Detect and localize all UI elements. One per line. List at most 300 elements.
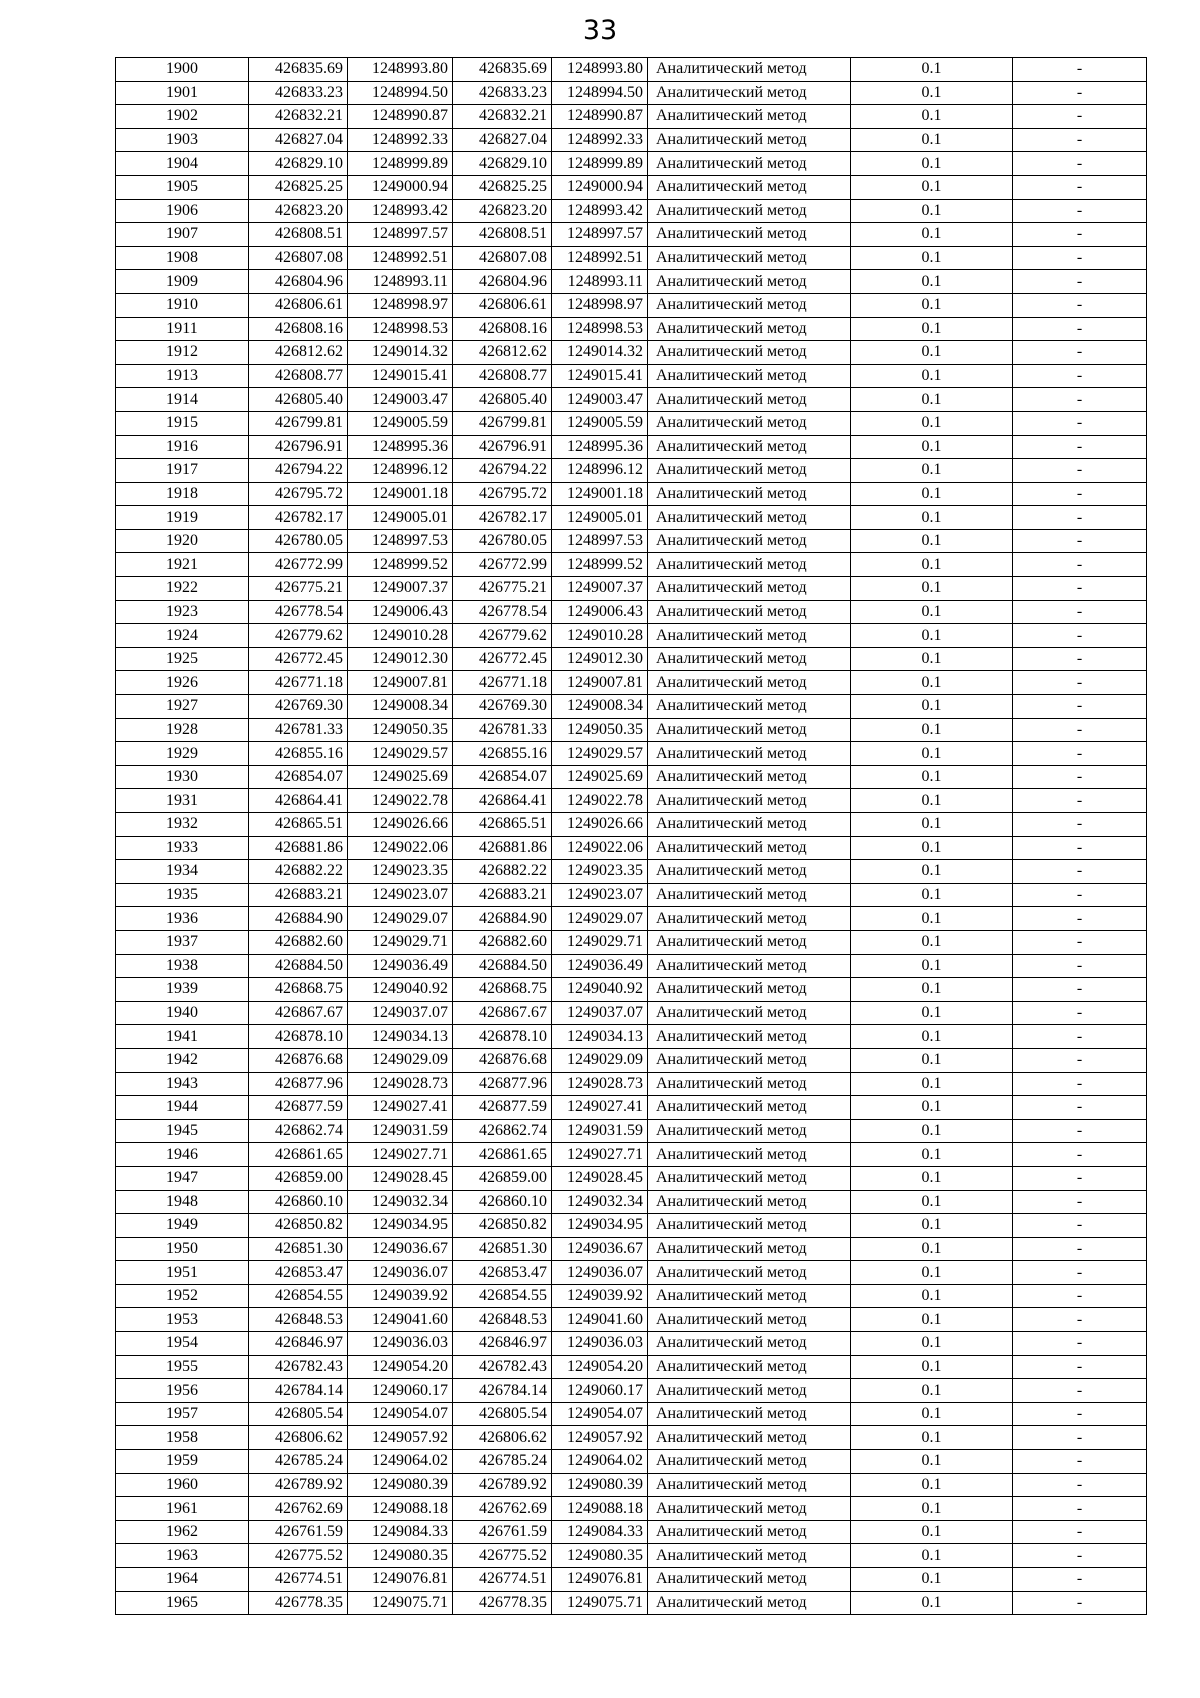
table-row [116, 1544, 1147, 1568]
x-new-cell: 426805.54 [453, 1402, 552, 1426]
table-row [116, 765, 1147, 789]
x-new-cell: 426867.67 [453, 1001, 552, 1025]
x-old-cell: 426805.54 [249, 1402, 348, 1426]
table-row [116, 105, 1147, 129]
y-new-cell: 1249080.35 [552, 1544, 648, 1568]
x-old-cell: 426812.62 [249, 341, 348, 365]
x-new-cell: 426772.45 [453, 647, 552, 671]
y-new-cell: 1248993.42 [552, 199, 648, 223]
precision-cell: 0.1 [851, 1402, 1013, 1426]
x-new-cell: 426862.74 [453, 1119, 552, 1143]
table-row [116, 317, 1147, 341]
y-new-cell: 1249029.09 [552, 1048, 648, 1072]
method-cell: Аналитический метод [648, 1402, 851, 1426]
method-cell: Аналитический метод [648, 58, 851, 82]
y-new-cell: 1249014.32 [552, 341, 648, 365]
note-cell: - [1013, 435, 1147, 459]
y-old-cell: 1248993.11 [348, 270, 453, 294]
method-cell: Аналитический метод [648, 1332, 851, 1356]
y-new-cell: 1249041.60 [552, 1308, 648, 1332]
point-number-cell: 1911 [116, 317, 249, 341]
y-old-cell: 1249054.20 [348, 1355, 453, 1379]
precision-cell: 0.1 [851, 199, 1013, 223]
note-cell: - [1013, 1048, 1147, 1072]
point-number-cell: 1940 [116, 1001, 249, 1025]
x-new-cell: 426854.55 [453, 1284, 552, 1308]
point-number-cell: 1910 [116, 293, 249, 317]
precision-cell: 0.1 [851, 647, 1013, 671]
point-number-cell: 1941 [116, 1025, 249, 1049]
table-row [116, 1166, 1147, 1190]
precision-cell: 0.1 [851, 577, 1013, 601]
y-new-cell: 1249031.59 [552, 1119, 648, 1143]
y-new-cell: 1248998.97 [552, 293, 648, 317]
point-number-cell: 1908 [116, 246, 249, 270]
x-new-cell: 426882.60 [453, 930, 552, 954]
x-new-cell: 426785.24 [453, 1450, 552, 1474]
y-old-cell: 1248992.33 [348, 128, 453, 152]
precision-cell: 0.1 [851, 388, 1013, 412]
y-new-cell: 1249034.13 [552, 1025, 648, 1049]
note-cell: - [1013, 1166, 1147, 1190]
method-cell: Аналитический метод [648, 1520, 851, 1544]
x-old-cell: 426804.96 [249, 270, 348, 294]
x-new-cell: 426761.59 [453, 1520, 552, 1544]
y-new-cell: 1249028.73 [552, 1072, 648, 1096]
method-cell: Аналитический метод [648, 482, 851, 506]
y-new-cell: 1249036.07 [552, 1261, 648, 1285]
precision-cell: 0.1 [851, 341, 1013, 365]
x-new-cell: 426808.77 [453, 364, 552, 388]
y-new-cell: 1249023.07 [552, 883, 648, 907]
x-new-cell: 426829.10 [453, 152, 552, 176]
y-new-cell: 1249015.41 [552, 364, 648, 388]
precision-cell: 0.1 [851, 506, 1013, 530]
x-old-cell: 426807.08 [249, 246, 348, 270]
table-row [116, 1025, 1147, 1049]
precision-cell: 0.1 [851, 270, 1013, 294]
note-cell: - [1013, 624, 1147, 648]
y-old-cell: 1248995.36 [348, 435, 453, 459]
point-number-cell: 1907 [116, 223, 249, 247]
x-new-cell: 426778.35 [453, 1591, 552, 1615]
note-cell: - [1013, 954, 1147, 978]
point-number-cell: 1914 [116, 388, 249, 412]
point-number-cell: 1925 [116, 647, 249, 671]
method-cell: Аналитический метод [648, 199, 851, 223]
y-old-cell: 1249022.06 [348, 836, 453, 860]
method-cell: Аналитический метод [648, 388, 851, 412]
x-new-cell: 426835.69 [453, 58, 552, 82]
x-old-cell: 426785.24 [249, 1450, 348, 1474]
y-old-cell: 1249036.49 [348, 954, 453, 978]
note-cell: - [1013, 1190, 1147, 1214]
x-old-cell: 426862.74 [249, 1119, 348, 1143]
point-number-cell: 1904 [116, 152, 249, 176]
method-cell: Аналитический метод [648, 529, 851, 553]
y-new-cell: 1249008.34 [552, 695, 648, 719]
y-old-cell: 1248998.53 [348, 317, 453, 341]
precision-cell: 0.1 [851, 435, 1013, 459]
note-cell: - [1013, 695, 1147, 719]
note-cell: - [1013, 883, 1147, 907]
point-number-cell: 1920 [116, 529, 249, 553]
point-number-cell: 1938 [116, 954, 249, 978]
precision-cell: 0.1 [851, 1497, 1013, 1521]
x-old-cell: 426805.40 [249, 388, 348, 412]
precision-cell: 0.1 [851, 1473, 1013, 1497]
y-old-cell: 1249012.30 [348, 647, 453, 671]
note-cell: - [1013, 930, 1147, 954]
precision-cell: 0.1 [851, 883, 1013, 907]
table-row [116, 246, 1147, 270]
method-cell: Аналитический метод [648, 81, 851, 105]
x-old-cell: 426846.97 [249, 1332, 348, 1356]
y-old-cell: 1249026.66 [348, 813, 453, 837]
y-new-cell: 1249027.41 [552, 1096, 648, 1120]
point-number-cell: 1946 [116, 1143, 249, 1167]
coordinates-table [115, 57, 1147, 1615]
y-old-cell: 1249023.35 [348, 860, 453, 884]
method-cell: Аналитический метод [648, 293, 851, 317]
x-old-cell: 426854.07 [249, 765, 348, 789]
y-old-cell: 1249064.02 [348, 1450, 453, 1474]
y-old-cell: 1249080.35 [348, 1544, 453, 1568]
x-new-cell: 426804.96 [453, 270, 552, 294]
x-old-cell: 426780.05 [249, 529, 348, 553]
y-old-cell: 1249032.34 [348, 1190, 453, 1214]
y-new-cell: 1248997.53 [552, 529, 648, 553]
precision-cell: 0.1 [851, 1544, 1013, 1568]
table-row [116, 1072, 1147, 1096]
method-cell: Аналитический метод [648, 907, 851, 931]
method-cell: Аналитический метод [648, 1568, 851, 1592]
x-old-cell: 426835.69 [249, 58, 348, 82]
table-row [116, 1355, 1147, 1379]
precision-cell: 0.1 [851, 246, 1013, 270]
x-new-cell: 426855.16 [453, 742, 552, 766]
x-new-cell: 426865.51 [453, 813, 552, 837]
table-row [116, 1497, 1147, 1521]
y-old-cell: 1249088.18 [348, 1497, 453, 1521]
note-cell: - [1013, 789, 1147, 813]
y-old-cell: 1249028.73 [348, 1072, 453, 1096]
y-new-cell: 1249023.35 [552, 860, 648, 884]
point-number-cell: 1917 [116, 459, 249, 483]
table-row [116, 529, 1147, 553]
x-new-cell: 426853.47 [453, 1261, 552, 1285]
table-row [116, 1001, 1147, 1025]
x-new-cell: 426806.61 [453, 293, 552, 317]
precision-cell: 0.1 [851, 742, 1013, 766]
method-cell: Аналитический метод [648, 577, 851, 601]
table-row [116, 293, 1147, 317]
table-row [116, 388, 1147, 412]
x-old-cell: 426771.18 [249, 671, 348, 695]
precision-cell: 0.1 [851, 907, 1013, 931]
y-new-cell: 1249012.30 [552, 647, 648, 671]
point-number-cell: 1958 [116, 1426, 249, 1450]
x-old-cell: 426877.96 [249, 1072, 348, 1096]
note-cell: - [1013, 1308, 1147, 1332]
table-row [116, 1214, 1147, 1238]
y-old-cell: 1249050.35 [348, 718, 453, 742]
note-cell: - [1013, 1214, 1147, 1238]
y-new-cell: 1249006.43 [552, 600, 648, 624]
point-number-cell: 1923 [116, 600, 249, 624]
table-row [116, 1332, 1147, 1356]
method-cell: Аналитический метод [648, 1426, 851, 1450]
y-old-cell: 1248993.80 [348, 58, 453, 82]
y-old-cell: 1249003.47 [348, 388, 453, 412]
table-row [116, 1237, 1147, 1261]
method-cell: Аналитический метод [648, 695, 851, 719]
y-new-cell: 1249022.06 [552, 836, 648, 860]
y-new-cell: 1249005.01 [552, 506, 648, 530]
point-number-cell: 1906 [116, 199, 249, 223]
x-old-cell: 426832.21 [249, 105, 348, 129]
x-new-cell: 426854.07 [453, 765, 552, 789]
x-old-cell: 426865.51 [249, 813, 348, 837]
method-cell: Аналитический метод [648, 836, 851, 860]
method-cell: Аналитический метод [648, 624, 851, 648]
note-cell: - [1013, 529, 1147, 553]
method-cell: Аналитический метод [648, 1355, 851, 1379]
y-old-cell: 1249039.92 [348, 1284, 453, 1308]
x-old-cell: 426778.35 [249, 1591, 348, 1615]
method-cell: Аналитический метод [648, 152, 851, 176]
note-cell: - [1013, 1025, 1147, 1049]
note-cell: - [1013, 459, 1147, 483]
x-old-cell: 426833.23 [249, 81, 348, 105]
x-new-cell: 426864.41 [453, 789, 552, 813]
precision-cell: 0.1 [851, 1143, 1013, 1167]
x-new-cell: 426846.97 [453, 1332, 552, 1356]
table-row [116, 199, 1147, 223]
precision-cell: 0.1 [851, 223, 1013, 247]
point-number-cell: 1953 [116, 1308, 249, 1332]
method-cell: Аналитический метод [648, 175, 851, 199]
x-new-cell: 426877.59 [453, 1096, 552, 1120]
table-row [116, 1520, 1147, 1544]
x-new-cell: 426823.20 [453, 199, 552, 223]
method-cell: Аналитический метод [648, 742, 851, 766]
note-cell: - [1013, 482, 1147, 506]
x-old-cell: 426864.41 [249, 789, 348, 813]
x-old-cell: 426823.20 [249, 199, 348, 223]
y-old-cell: 1248997.57 [348, 223, 453, 247]
note-cell: - [1013, 860, 1147, 884]
y-old-cell: 1249007.81 [348, 671, 453, 695]
table-row [116, 152, 1147, 176]
method-cell: Аналитический метод [648, 270, 851, 294]
precision-cell: 0.1 [851, 1166, 1013, 1190]
point-number-cell: 1926 [116, 671, 249, 695]
point-number-cell: 1901 [116, 81, 249, 105]
method-cell: Аналитический метод [648, 1001, 851, 1025]
note-cell: - [1013, 1284, 1147, 1308]
x-old-cell: 426762.69 [249, 1497, 348, 1521]
y-old-cell: 1249015.41 [348, 364, 453, 388]
table-body [116, 58, 1147, 1615]
table-row [116, 1143, 1147, 1167]
note-cell: - [1013, 836, 1147, 860]
method-cell: Аналитический метод [648, 1261, 851, 1285]
x-new-cell: 426848.53 [453, 1308, 552, 1332]
point-number-cell: 1930 [116, 765, 249, 789]
x-new-cell: 426775.52 [453, 1544, 552, 1568]
x-new-cell: 426782.43 [453, 1355, 552, 1379]
note-cell: - [1013, 293, 1147, 317]
y-new-cell: 1248990.87 [552, 105, 648, 129]
method-cell: Аналитический метод [648, 1284, 851, 1308]
precision-cell: 0.1 [851, 293, 1013, 317]
note-cell: - [1013, 600, 1147, 624]
precision-cell: 0.1 [851, 553, 1013, 577]
precision-cell: 0.1 [851, 789, 1013, 813]
y-new-cell: 1249027.71 [552, 1143, 648, 1167]
point-number-cell: 1919 [116, 506, 249, 530]
table-row [116, 718, 1147, 742]
note-cell: - [1013, 81, 1147, 105]
y-new-cell: 1249028.45 [552, 1166, 648, 1190]
x-old-cell: 426796.91 [249, 435, 348, 459]
note-cell: - [1013, 1591, 1147, 1615]
method-cell: Аналитический метод [648, 1190, 851, 1214]
method-cell: Аналитический метод [648, 1119, 851, 1143]
y-old-cell: 1249034.13 [348, 1025, 453, 1049]
table-row [116, 1568, 1147, 1592]
precision-cell: 0.1 [851, 1001, 1013, 1025]
y-new-cell: 1249007.37 [552, 577, 648, 601]
y-new-cell: 1248993.11 [552, 270, 648, 294]
y-new-cell: 1249039.92 [552, 1284, 648, 1308]
x-new-cell: 426851.30 [453, 1237, 552, 1261]
note-cell: - [1013, 1520, 1147, 1544]
x-old-cell: 426868.75 [249, 978, 348, 1002]
table-row [116, 270, 1147, 294]
x-old-cell: 426850.82 [249, 1214, 348, 1238]
note-cell: - [1013, 718, 1147, 742]
note-cell: - [1013, 1544, 1147, 1568]
method-cell: Аналитический метод [648, 1143, 851, 1167]
y-old-cell: 1249000.94 [348, 175, 453, 199]
method-cell: Аналитический метод [648, 1072, 851, 1096]
method-cell: Аналитический метод [648, 789, 851, 813]
x-new-cell: 426827.04 [453, 128, 552, 152]
precision-cell: 0.1 [851, 1190, 1013, 1214]
x-new-cell: 426850.82 [453, 1214, 552, 1238]
y-new-cell: 1249010.28 [552, 624, 648, 648]
x-new-cell: 426780.05 [453, 529, 552, 553]
method-cell: Аналитический метод [648, 553, 851, 577]
point-number-cell: 1952 [116, 1284, 249, 1308]
precision-cell: 0.1 [851, 105, 1013, 129]
x-new-cell: 426796.91 [453, 435, 552, 459]
x-new-cell: 426789.92 [453, 1473, 552, 1497]
y-new-cell: 1248997.57 [552, 223, 648, 247]
precision-cell: 0.1 [851, 317, 1013, 341]
table-row [116, 1379, 1147, 1403]
x-old-cell: 426867.67 [249, 1001, 348, 1025]
table-row [116, 1308, 1147, 1332]
y-old-cell: 1248994.50 [348, 81, 453, 105]
note-cell: - [1013, 1473, 1147, 1497]
point-number-cell: 1961 [116, 1497, 249, 1521]
point-number-cell: 1928 [116, 718, 249, 742]
precision-cell: 0.1 [851, 1096, 1013, 1120]
point-number-cell: 1947 [116, 1166, 249, 1190]
precision-cell: 0.1 [851, 1568, 1013, 1592]
x-old-cell: 426876.68 [249, 1048, 348, 1072]
y-new-cell: 1249076.81 [552, 1568, 648, 1592]
precision-cell: 0.1 [851, 411, 1013, 435]
y-new-cell: 1249084.33 [552, 1520, 648, 1544]
precision-cell: 0.1 [851, 1520, 1013, 1544]
x-old-cell: 426799.81 [249, 411, 348, 435]
precision-cell: 0.1 [851, 1284, 1013, 1308]
x-old-cell: 426855.16 [249, 742, 348, 766]
x-old-cell: 426806.61 [249, 293, 348, 317]
note-cell: - [1013, 765, 1147, 789]
note-cell: - [1013, 246, 1147, 270]
point-number-cell: 1957 [116, 1402, 249, 1426]
note-cell: - [1013, 1402, 1147, 1426]
y-new-cell: 1249040.92 [552, 978, 648, 1002]
table-row [116, 930, 1147, 954]
note-cell: - [1013, 1261, 1147, 1285]
note-cell: - [1013, 907, 1147, 931]
table-row [116, 1402, 1147, 1426]
table-row [116, 364, 1147, 388]
method-cell: Аналитический метод [648, 1237, 851, 1261]
x-old-cell: 426782.43 [249, 1355, 348, 1379]
precision-cell: 0.1 [851, 58, 1013, 82]
point-number-cell: 1956 [116, 1379, 249, 1403]
x-old-cell: 426882.22 [249, 860, 348, 884]
y-old-cell: 1249029.71 [348, 930, 453, 954]
precision-cell: 0.1 [851, 813, 1013, 837]
x-old-cell: 426883.21 [249, 883, 348, 907]
precision-cell: 0.1 [851, 1591, 1013, 1615]
precision-cell: 0.1 [851, 930, 1013, 954]
point-number-cell: 1963 [116, 1544, 249, 1568]
point-number-cell: 1909 [116, 270, 249, 294]
y-new-cell: 1249029.57 [552, 742, 648, 766]
note-cell: - [1013, 742, 1147, 766]
method-cell: Аналитический метод [648, 506, 851, 530]
method-cell: Аналитический метод [648, 600, 851, 624]
method-cell: Аналитический метод [648, 341, 851, 365]
y-new-cell: 1249025.69 [552, 765, 648, 789]
note-cell: - [1013, 341, 1147, 365]
point-number-cell: 1931 [116, 789, 249, 813]
y-new-cell: 1248998.53 [552, 317, 648, 341]
x-new-cell: 426794.22 [453, 459, 552, 483]
y-new-cell: 1249036.03 [552, 1332, 648, 1356]
y-new-cell: 1249064.02 [552, 1450, 648, 1474]
x-old-cell: 426854.55 [249, 1284, 348, 1308]
x-new-cell: 426878.10 [453, 1025, 552, 1049]
note-cell: - [1013, 105, 1147, 129]
x-old-cell: 426794.22 [249, 459, 348, 483]
precision-cell: 0.1 [851, 1450, 1013, 1474]
note-cell: - [1013, 58, 1147, 82]
y-old-cell: 1249014.32 [348, 341, 453, 365]
y-old-cell: 1249029.07 [348, 907, 453, 931]
x-old-cell: 426784.14 [249, 1379, 348, 1403]
y-old-cell: 1249010.28 [348, 624, 453, 648]
